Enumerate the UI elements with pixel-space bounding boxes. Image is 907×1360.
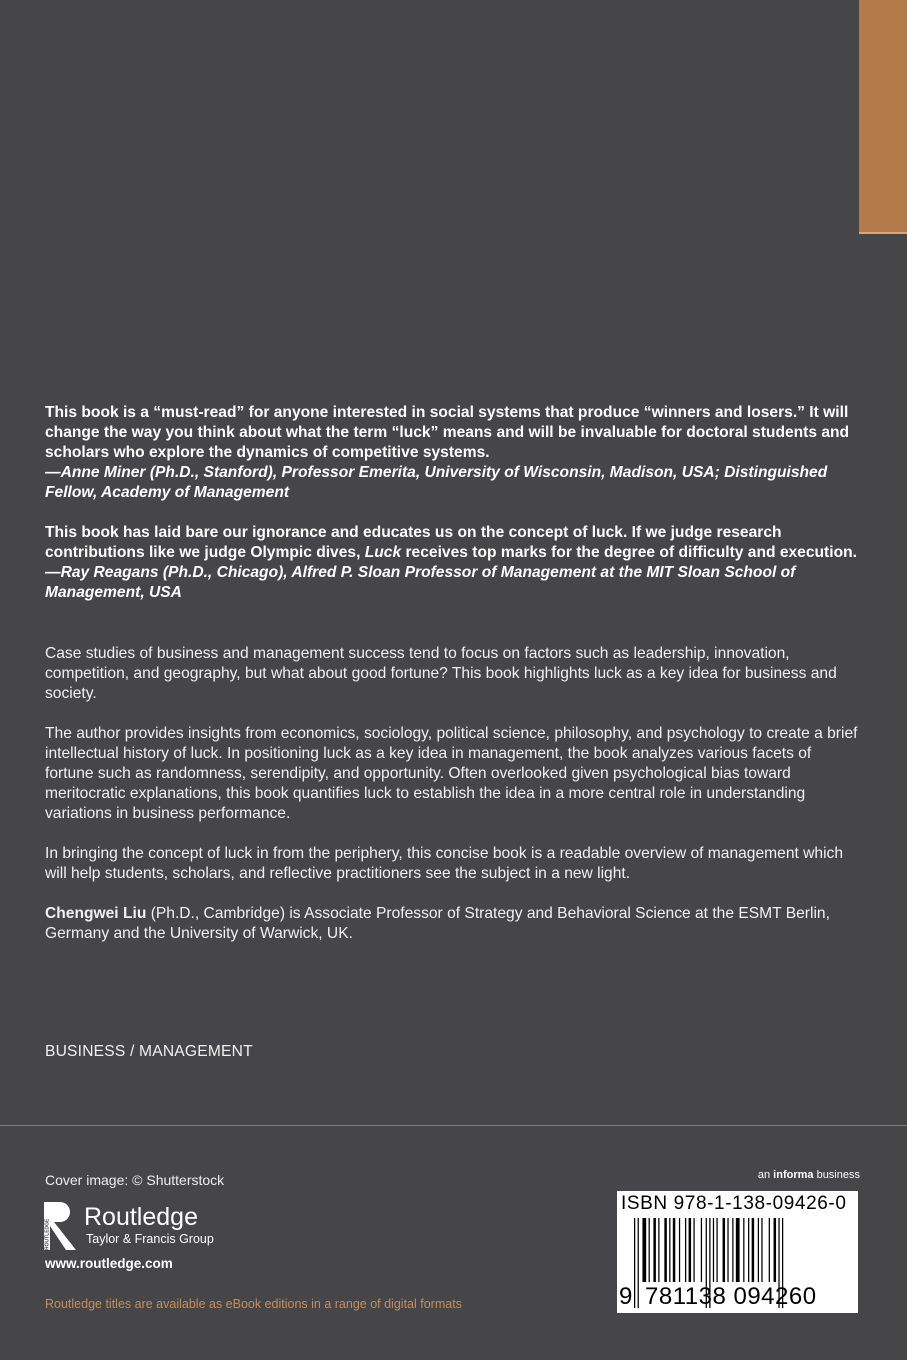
barcode-bar (723, 1218, 726, 1282)
description-paragraph: The author provides insights from economics, sociology, political science, philosophy, and psychology to create a brief intellectual history of luck. In positioning luck as a key idea in management, the book analyzes various facets of fortune such as randomness, serendipity, and opportunity. Often overlooked given psychological bias toward meritocratic explanations, this book quantifies luck to establish the idea in a more central role in understanding variations in business performance. (45, 725, 858, 822)
informa-brand: informa (773, 1169, 814, 1181)
publisher-group: Taylor & Francis Group (86, 1232, 214, 1246)
barcode-bar (693, 1218, 694, 1282)
barcode-bar (685, 1218, 686, 1282)
barcode-bar (736, 1218, 740, 1282)
barcode-bar (713, 1218, 714, 1282)
barcode-bar (727, 1218, 728, 1282)
author-bio (45, 904, 860, 944)
barcode-bar (761, 1218, 762, 1282)
barcode-bar (664, 1218, 667, 1282)
publisher-website-link[interactable]: www.routledge.com (45, 1256, 173, 1271)
barcode-bar (638, 1218, 639, 1308)
barcode-bar (716, 1218, 717, 1282)
barcode-bar (653, 1218, 656, 1282)
endorsement-1 (45, 403, 860, 503)
barcode-bar (669, 1218, 670, 1282)
barcode-bar (679, 1218, 680, 1282)
isbn-first-digit: 9 (619, 1283, 633, 1310)
endorsement-2 (45, 523, 860, 603)
isbn-label: ISBN 978-1-138-09426-0 (621, 1193, 847, 1214)
barcode-bar (758, 1218, 759, 1282)
informa-prefix: an (757, 1169, 774, 1181)
barcode-bar (748, 1218, 749, 1282)
barcode-bar (769, 1218, 770, 1282)
barcode-bar (642, 1218, 646, 1282)
endorsement-2-book-title: Luck (364, 544, 402, 561)
author-name: Chengwei Liu (45, 905, 147, 922)
routledge-r-logo-icon (42, 1200, 78, 1252)
informa-suffix: business (813, 1169, 860, 1181)
barcode-bar (743, 1218, 744, 1282)
footer-divider (0, 1125, 907, 1126)
isbn-digits: 781138 094260 (645, 1283, 817, 1310)
endorsement-2-quote-end: receives top marks for the degree of difficulty and execution. (401, 544, 857, 561)
endorsement-2-quote-start: This book has laid bare our ignorance and educates us on the concept of luck. If we judge research contributions like we judge Olympic dives, (45, 524, 782, 561)
barcode-bar (701, 1218, 702, 1282)
endorsement-1-quote: This book is a “must-read” for anyone interested in social systems that produce “winners and losers.” It will change the way you think about what the term “luck” means and will be invaluable for doctoral students and scholars who explore the dynamics of competitive systems. (45, 404, 850, 461)
barcode-bar (634, 1218, 635, 1308)
barcode-bar (752, 1218, 755, 1282)
subject-category: BUSINESS / MANAGEMENT (45, 1043, 253, 1060)
informa-business-tagline (757, 1169, 860, 1181)
barcode-bar (658, 1218, 659, 1282)
endorsements (45, 403, 860, 623)
cover-accent-line (859, 232, 907, 234)
routledge-logo-vertical-text: ROUTLEDGE (44, 1218, 51, 1250)
endorsement-2-attribution: —Ray Reagans (Ph.D., Chicago), Alfred P. Sloan Professor of Management at the MIT Sloan School of Management, USA (45, 564, 796, 601)
barcode-bar (649, 1218, 650, 1282)
endorsement-1-attribution: —Anne Miner (Ph.D., Stanford), Professor Emerita, University of Wisconsin, Madison, USA; Distinguished Fellow, Academy of Management (45, 464, 828, 501)
barcode-bar (774, 1218, 777, 1282)
barcode-bar (732, 1218, 733, 1282)
author-bio-text: (Ph.D., Cambridge) is Associate Professor of Strategy and Behavioral Science at the ESMT Berlin, Germany and the University of Warwick, UK. (45, 905, 830, 942)
barcode-bar (689, 1218, 692, 1282)
cover-accent-tab (859, 0, 907, 232)
publisher-name: Routledge (84, 1203, 198, 1231)
barcode-bar (673, 1218, 676, 1282)
ebook-availability-note: Routledge titles are available as eBook editions in a range of digital formats (45, 1297, 462, 1311)
isbn-barcode-box (617, 1191, 858, 1313)
routledge-logo[interactable] (42, 1200, 242, 1252)
description-paragraph: In bringing the concept of luck in from the periphery, this concise book is a readable overview of management which will help students, scholars, and reflective practitioners see the subject in a new light. (45, 845, 844, 882)
description-paragraph: Case studies of business and management success tend to focus on factors such as leadership, innovation, competition, and geography, but what about good fortune? This book highlights luck as a key idea for business and society. (45, 645, 837, 702)
book-description (45, 644, 860, 964)
cover-image-credit: Cover image: © Shutterstock (45, 1172, 225, 1188)
